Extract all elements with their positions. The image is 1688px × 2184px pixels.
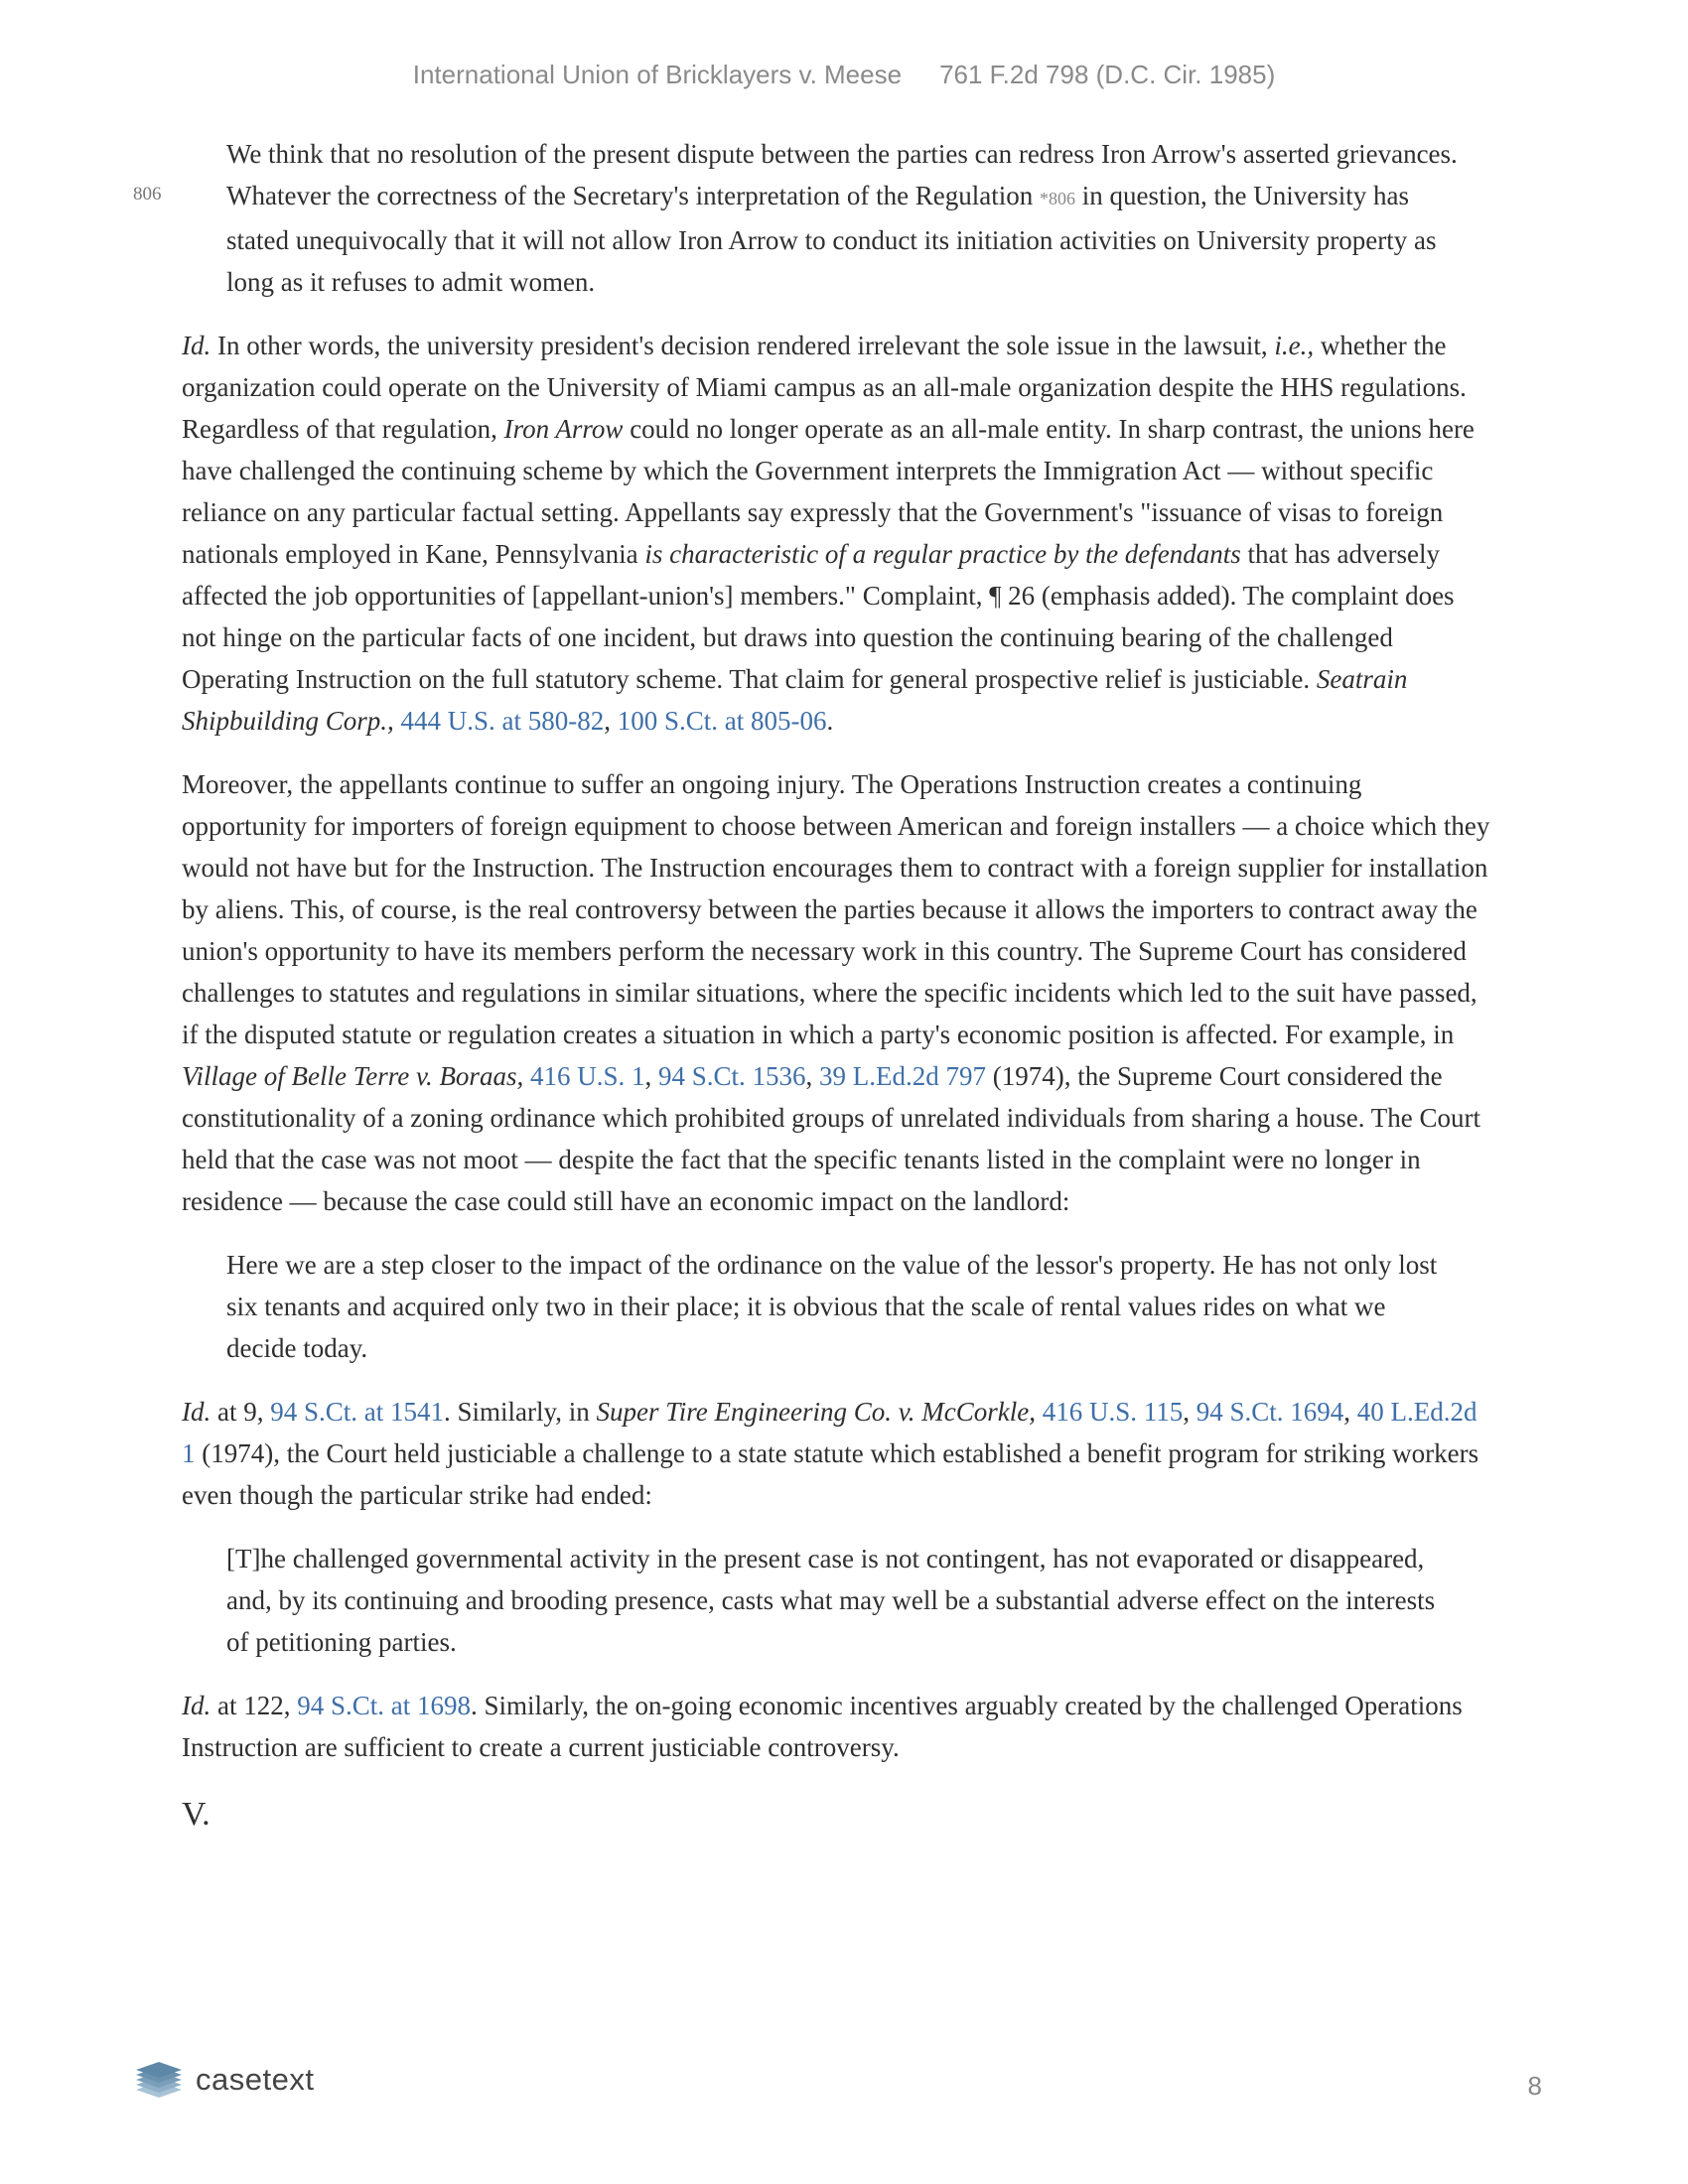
- punctuation: .: [826, 706, 834, 736]
- emphasis-text: is characteristic of a regular practice by the defendants: [644, 539, 1241, 569]
- paragraph-text: . Similarly, in: [444, 1397, 597, 1427]
- paragraph-super-tire: Id. at 9, 94 S.Ct. at 1541. Similarly, in Super Tire Engineering Co. v. McCorkle, 416 U.S. 115, 94 S.Ct. 1694, 40 L.Ed.2d 1 (1974), the Court held justiciable a challenge to a state statute which established a benefit program for striking workers even though the particular strike had ended:: [182, 1397, 1479, 1510]
- case-name-italic: Iron Arrow: [503, 414, 624, 444]
- star-page-marker: *806: [1040, 189, 1076, 208]
- header-case-name: International Union of Bricklayers v. Meese: [412, 60, 903, 89]
- paragraph-conclusion: [182, 1685, 1492, 1768]
- punctuation: ,: [604, 706, 618, 736]
- citation-link[interactable]: 94 S.Ct. at 1698: [297, 1691, 472, 1720]
- block-quote-belle-terre: Here we are a step closer to the impact of the ordinance on the value of the lessor's property. He has not only lost six tenants and acquired only two in their place; it is obvious that the scale of rental values rides on what we decide today.: [226, 1250, 1438, 1363]
- quote-text: We think that no resolution of the present dispute between the parties can redress Iron Arrow's asserted grievances. Whatever the correctness of the Secretary's interpretation of the Regulation: [226, 139, 1458, 210]
- case-name-italic: Seatrain Shipbuilding Corp.,: [182, 664, 1408, 736]
- stack-icon: [134, 2060, 184, 2100]
- document-body: [182, 133, 1492, 1836]
- quote-text: in question, the University has stated unequivocally that it will not allow Iron Arrow to conduct its initiation activities on University property as long as it refuses to admit women.: [226, 181, 1437, 297]
- casetext-logo[interactable]: [134, 2060, 314, 2100]
- paragraph-text: (1974), the Supreme Court considered the constitutionality of a zoning ordinance which prohibited groups of unrelated individuals from sharing a house. The Court held that the case was not moot — despite the fact that the specific tenants listed in the complaint were no longer in residence — because the case could still have an economic impact on the landlord:: [182, 1061, 1480, 1216]
- citation-link[interactable]: 39 L.Ed.2d 797: [819, 1061, 986, 1091]
- paragraph-text: . Similarly, the on-going economic incentives arguably created by the challenged Operations Instruction are sufficient to create a current justiciable controversy.: [182, 1691, 1463, 1762]
- paragraph-text: at 9,: [211, 1397, 271, 1427]
- citation-link[interactable]: 94 S.Ct. 1694: [1196, 1397, 1344, 1427]
- citation-link[interactable]: 100 S.Ct. at 805-06: [617, 706, 827, 736]
- paragraph-text: In other words, the university president's decision rendered irrelevant the sole issue in the lawsuit,: [211, 331, 1275, 360]
- paragraph-ongoing-injury: Moreover, the appellants continue to suffer an ongoing injury. The Operations Instruction creates a continuing opportunity for importers of foreign equipment to choose between American and foreign installers — a choice which they would not have but for the Instruction. The Instruction encourages them to contract with a foreign supplier for installation by aliens. This, of course, is the real controversy between the parties because it allows the importers to contract away the union's opportunity to have its members perform the necessary work in this country. The Supreme Court has considered challenges to statutes and regulations in similar situations, where the specific incidents which led to the suit have passed, if the disputed statute or regulation creates a situation in which a party's economic position is affected. For example, in Village of Belle Terre v. Boraas, 416 U.S. 1, 94 S.Ct. 1536, 39 L.Ed.2d 797 (1974), the Supreme Court considered the constitutionality of a zoning ordinance which prohibited groups of unrelated individuals from sharing a house. The Court held that the case was not moot — despite the fact that the specific tenants listed in the complaint were no longer in residence — because the case could still have an economic impact on the landlord:: [182, 769, 1490, 1216]
- case-name-italic: Village of Belle Terre v. Boraas,: [182, 1061, 524, 1091]
- paragraph-text: could no longer operate as an all-male entity. In sharp contrast, the unions here have challenged the continuing scheme by which the Government interprets the Immigration Act — without specific reliance on any particular factual setting. Appellants say expressly that the Government's "issuance of visas to foreign nationals employed in Kane, Pennsylvania: [182, 414, 1475, 569]
- id-citation: Id.: [182, 1397, 211, 1427]
- paragraph-text: at 122,: [211, 1691, 298, 1720]
- page-header: [0, 60, 1688, 90]
- citation-link[interactable]: 444 U.S. at 580-82: [400, 706, 605, 736]
- id-citation: Id.: [182, 331, 211, 360]
- paragraph-text: that has adversely affected the job opportunities of [appellant-union's] members." Complaint, ¶ 26 (emphasis added). The complaint does not hinge on the particular facts of one incident, but draws into question the continuing bearing of the challenged Operating Instruction on the full statutory scheme. That claim for general prospective relief is justiciable.: [182, 539, 1455, 694]
- paragraph-text: (1974), the Court held justiciable a challenge to a state statute which established a benefit program for striking workers even though the particular strike had ended:: [182, 1438, 1479, 1510]
- citation-link[interactable]: 416 U.S. 1: [529, 1061, 645, 1091]
- paragraph-text: Moreover, the appellants continue to suffer an ongoing injury. The Operations Instruction creates a continuing opportunity for importers of foreign equipment to choose between American and foreign installers — a choice which they would not have but for the Instruction. The Instruction encourages them to contract with a foreign supplier for installation by aliens. This, of course, is the real controversy between the parties because it allows the importers to contract away the union's opportunity to have its members perform the necessary work in this country. The Supreme Court has considered challenges to statutes and regulations in similar situations, where the specific incidents which led to the suit have passed, if the disputed statute or regulation creates a situation in which a party's economic position is affected. For example, in: [182, 769, 1490, 1049]
- block-quote-super-tire: [T]he challenged governmental activity in the present case is not contingent, has not evaporated or disappeared, and, by its continuing and brooding presence, casts what may well be a substantial adverse effect on the interests of petitioning parties.: [226, 1544, 1436, 1657]
- citation-link[interactable]: 416 U.S. 115: [1042, 1397, 1184, 1427]
- block-quote-iron-arrow: [226, 133, 1458, 303]
- italic-text: i.e.,: [1274, 331, 1315, 360]
- paragraph-text: whether the organization could operate on the University of Miami campus as an all-male organization despite the HHS regulations. Regardless of that regulation,: [182, 331, 1467, 444]
- citation-link[interactable]: 40 L.Ed.2d 1: [182, 1397, 1477, 1468]
- page-number: 8: [1527, 2071, 1542, 2101]
- citation-link[interactable]: 94 S.Ct. 1536: [657, 1061, 806, 1091]
- citation-link[interactable]: 94 S.Ct. at 1541: [270, 1397, 445, 1427]
- case-name-italic: Super Tire Engineering Co. v. McCorkle,: [596, 1397, 1036, 1427]
- logo-text: casetext: [196, 2062, 315, 2097]
- section-heading: V.: [182, 1796, 211, 1833]
- margin-page-number: 806: [133, 184, 162, 205]
- id-citation: Id.: [182, 1691, 211, 1720]
- header-citation: 761 F.2d 798 (D.C. Cir. 1985): [939, 60, 1276, 89]
- paragraph-iron-arrow-analysis: [182, 325, 1492, 742]
